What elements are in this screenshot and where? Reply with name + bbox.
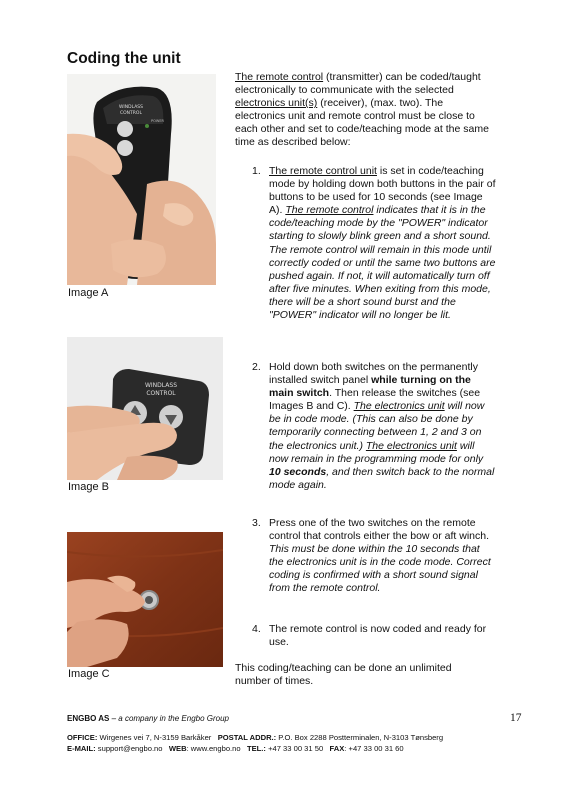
- step-number: 4.: [252, 623, 261, 635]
- step-number: 3.: [252, 517, 261, 529]
- step-body: The remote control is now coded and ready for use.: [269, 623, 487, 649]
- step-2: [252, 361, 496, 492]
- footer-website[interactable]: : www.engbo.no: [186, 744, 241, 753]
- step-number: 1.: [252, 165, 261, 177]
- step-4: [252, 623, 496, 649]
- step-1: [252, 165, 496, 322]
- intro-electronics-unit-term: electronics unit(s): [235, 97, 318, 110]
- remote-label-windlass: WINDLASS: [118, 105, 144, 110]
- image-a-remote-photo: [67, 74, 216, 285]
- step-3: [252, 517, 496, 596]
- intro-paragraph: The remote control (transmitter) can be coded/taught electronically to communicate with the selected electronics unit(s) (receiver), (max. two). The electronics unit and remote control must be close to each other and set to code/teaching mode at the same time as described below:: [235, 71, 489, 149]
- step-body: The remote control unit is set in code/teaching mode by holding down both buttons in the pair of buttons to be used for 10 seconds (see Image A). The remote control indicates that it is in the code/teaching mode by the "POWER" indicator starting to slowly blink green and a short sound. The remote control will remain in this mode until correctly coded or until the same two buttons are pushed again. If not, it will automatically turn off after five minutes. When exiting from this mode, there will be a short sound burst and the "POWER" indicator will no longer be lit.: [269, 165, 496, 322]
- footer-email[interactable]: support@engbo.no: [95, 744, 163, 753]
- panel-label-windlass: WINDLASS: [144, 382, 178, 389]
- caption-image-a: Image A: [68, 287, 109, 299]
- closing-paragraph: This coding/teaching can be done an unlimited number of times.: [235, 662, 452, 688]
- step-number: 2.: [252, 361, 261, 373]
- footer-contact-line: E-MAIL: support@engbo.no WEB: www.engbo.no TEL.: +47 33 00 31 50 FAX: +47 33 00 31 60: [67, 744, 404, 753]
- caption-image-b: Image B: [68, 481, 109, 493]
- caption-image-c: Image C: [68, 668, 110, 680]
- image-c-main-switch-photo: [67, 532, 223, 667]
- page-title: Coding the unit: [67, 50, 181, 67]
- remote-label-power: POWER: [151, 119, 164, 123]
- image-b-switch-panel-photo: [67, 337, 223, 480]
- remote-label-control: CONTROL: [120, 111, 142, 116]
- step-body: Hold down both switches on the permanently installed switch panel while turning on the main switch. Then release the switches (see Images B and C). The electronics unit will now be in code mode. (This can also be done by temporarily connecting between 1, 2 and 3 on the electronics unit.) The electronics unit will now remain in the programming mode for only 10 seconds, and then switch back to the normal mode again.: [269, 361, 495, 491]
- step-body: Press one of the two switches on the remote control that controls either the bow or aft winch. This must be done within the 10 seconds that the electronics unit is in the code mode. Correct coding is confirmed with a short sound signal from the remote control.: [269, 517, 491, 595]
- intro-remote-control-term: The remote control: [235, 71, 324, 83]
- footer-company: ENGBO AS – a company in the Engbo Group: [67, 714, 230, 723]
- footer-address-line: OFFICE: Wirgenes vei 7, N-3159 Barkåker POSTAL ADDR.: P.O. Box 2288 Postterminalen, N-3103 Tønsberg: [67, 733, 444, 742]
- panel-label-control: CONTROL: [146, 390, 176, 397]
- page-number: 17: [510, 712, 522, 724]
